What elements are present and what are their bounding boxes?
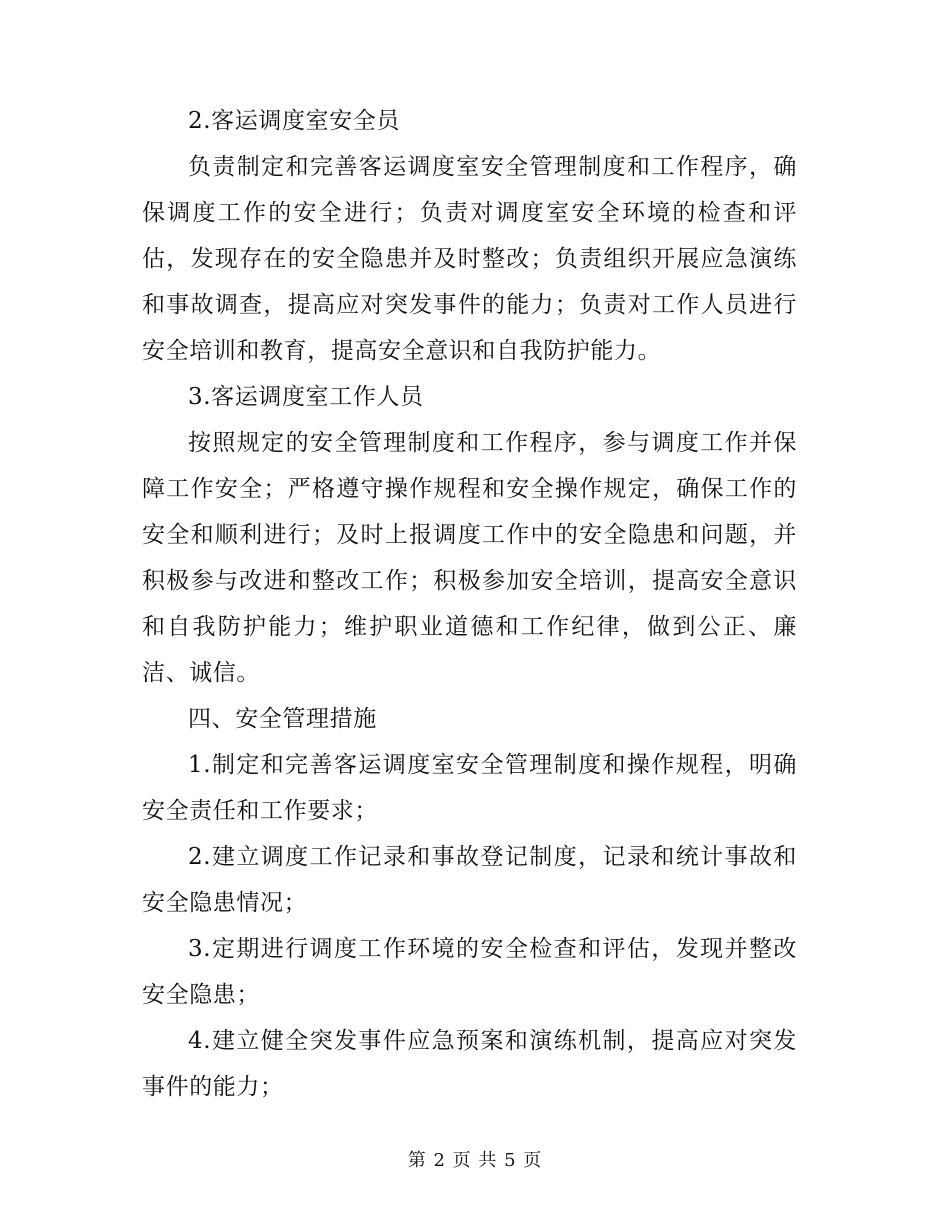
list-item-measure-3: 3.定期进行调度工作环境的安全检查和评估，发现并整改安全隐患； (142, 936, 797, 1008)
paragraph-safety-officer-duties: 负责制定和完善客运调度室安全管理制度和工作程序，确保调度工作的安全进行；负责对调度室安全环境的检查和评估，发现存在的安全隐患并及时整改；负责组织开展应急演练和事故调查，提高应对突发事件的能力；负责对工作人员进行安全培训和教育，提高安全意识和自我防护能力。 (142, 154, 797, 364)
heading-safety-measures: 四、安全管理措施 (188, 706, 377, 732)
page-number-footer: 第 2 页 共 5 页 (407, 1150, 543, 1171)
list-item-measure-4: 4.建立健全突发事件应急预案和演练机制，提高应对突发事件的能力； (142, 1028, 797, 1100)
document-body (142, 98, 797, 1110)
heading-safety-officer: 2.客运调度室安全员 (188, 108, 400, 134)
paragraph-staff-duties: 按照规定的安全管理制度和工作程序，参与调度工作并保障工作安全；严格遵守操作规程和安全操作规定，确保工作的安全和顺利进行；及时上报调度工作中的安全隐患和问题，并积极参与改进和整改工作；积极参加安全培训，提高安全意识和自我防护能力；维护职业道德和工作纪律，做到公正、廉洁、诚信。 (142, 430, 797, 686)
list-item-measure-2: 2.建立调度工作记录和事故登记制度，记录和统计事故和安全隐患情况； (142, 844, 797, 916)
list-item-measure-1: 1.制定和完善客运调度室安全管理制度和操作规程，明确安全责任和工作要求； (142, 752, 797, 824)
heading-staff: 3.客运调度室工作人员 (188, 384, 424, 410)
